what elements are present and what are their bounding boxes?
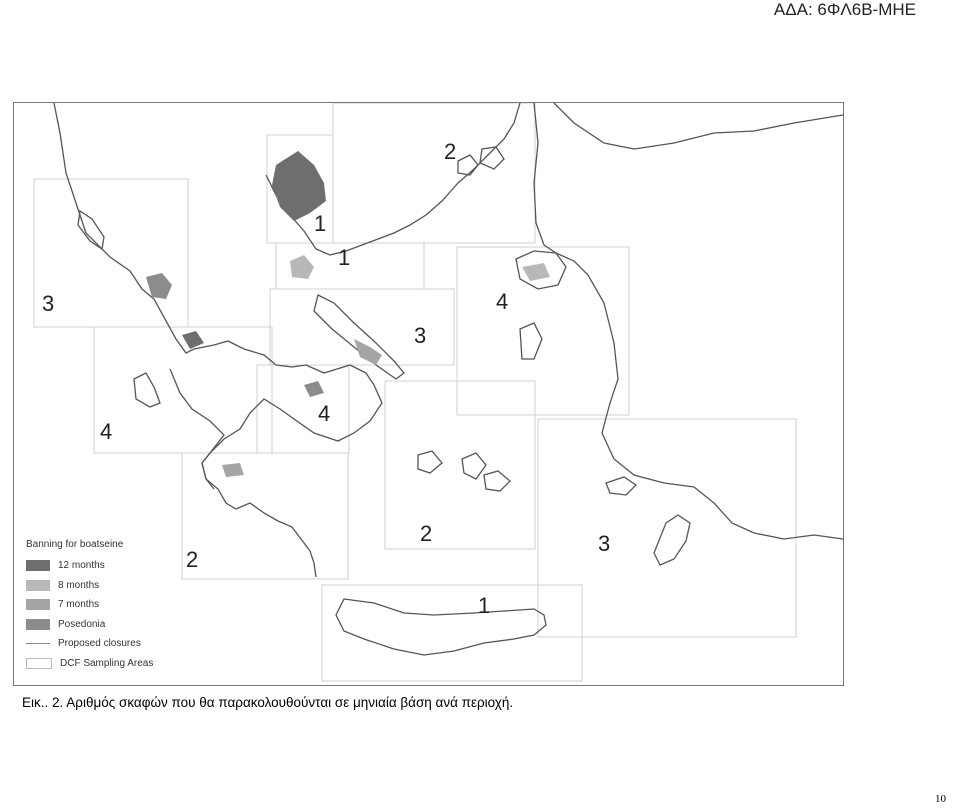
- legend-title: Banning for boatseine: [26, 539, 124, 550]
- euboea-coastline: [314, 295, 404, 379]
- ada-code: ΑΔΑ: 6ΦΛ6Β-ΜΗΕ: [773, 0, 916, 19]
- area-label: 3: [598, 531, 611, 556]
- zone-7-months-b: [222, 463, 244, 477]
- naxos-coastline: [462, 453, 486, 479]
- area-label: 3: [414, 323, 427, 348]
- figure-caption: Εικ.. 2. Αριθμός σκαφών που θα παρακολουθούνται σε μηνιαία βάση ανά περιοχή.: [22, 695, 514, 710]
- corfu-coastline: [78, 211, 104, 249]
- legend-swatch-line: [26, 643, 50, 644]
- zone-8-months-b: [522, 263, 550, 281]
- area-label: 2: [444, 139, 457, 164]
- zone-posedonia-b: [304, 381, 324, 397]
- legend-label: 8 months: [58, 579, 100, 591]
- chios-coastline: [520, 323, 542, 359]
- area-label: 4: [496, 289, 509, 314]
- legend-item: [26, 576, 176, 596]
- rhodes-coastline: [654, 515, 690, 565]
- legend-item: [26, 615, 176, 635]
- zone-8-months: [290, 255, 314, 279]
- sampling-area-box: [333, 103, 535, 243]
- legend-item: [26, 595, 176, 615]
- sampling-area-box: [385, 381, 535, 549]
- legend-swatch: [26, 580, 50, 591]
- sampling-area-box: [34, 179, 188, 327]
- area-label: 4: [100, 419, 113, 444]
- area-label: 1: [478, 593, 491, 618]
- crete-coastline: [336, 599, 546, 655]
- legend-swatch-box: [26, 658, 52, 669]
- sampling-area-box: [538, 419, 796, 637]
- cyclades-coastline-b: [484, 471, 510, 491]
- sampling-area-box: [322, 585, 582, 681]
- zone-7-months: [354, 339, 382, 365]
- peloponnese-coast: [170, 369, 224, 489]
- kefalonia-coastline: [134, 373, 160, 407]
- legend-swatch: [26, 560, 50, 571]
- map-legend: [26, 539, 176, 673]
- area-label: 1: [338, 245, 351, 270]
- turkish-coast: [534, 103, 843, 539]
- legend-label: 7 months: [58, 599, 100, 611]
- page-number: 10: [935, 793, 946, 805]
- legend-item: [26, 654, 176, 674]
- legend-label: Posedonia: [58, 618, 106, 630]
- sampling-area-box: [94, 327, 272, 453]
- area-label: 3: [42, 291, 55, 316]
- area-label: 4: [318, 401, 331, 426]
- legend-item: [26, 556, 176, 576]
- legend-label: DCF Sampling Areas: [60, 657, 154, 669]
- area-label: 1: [314, 211, 327, 236]
- area-label: 2: [186, 547, 199, 572]
- kos-coastline: [606, 477, 636, 495]
- fishing-areas-map: [13, 102, 844, 686]
- cyclades-coastline-a: [418, 451, 442, 473]
- zone-12-months-b: [182, 331, 204, 349]
- sampling-area-box: [182, 453, 348, 579]
- legend-swatch: [26, 619, 50, 630]
- area-label: 2: [420, 521, 433, 546]
- legend-label: Proposed closures: [58, 638, 141, 650]
- legend-label: 12 months: [58, 560, 105, 572]
- thasos-coastline: [458, 155, 478, 175]
- turkish-coast-north: [554, 103, 843, 149]
- legend-swatch: [26, 599, 50, 610]
- legend-item: [26, 634, 176, 654]
